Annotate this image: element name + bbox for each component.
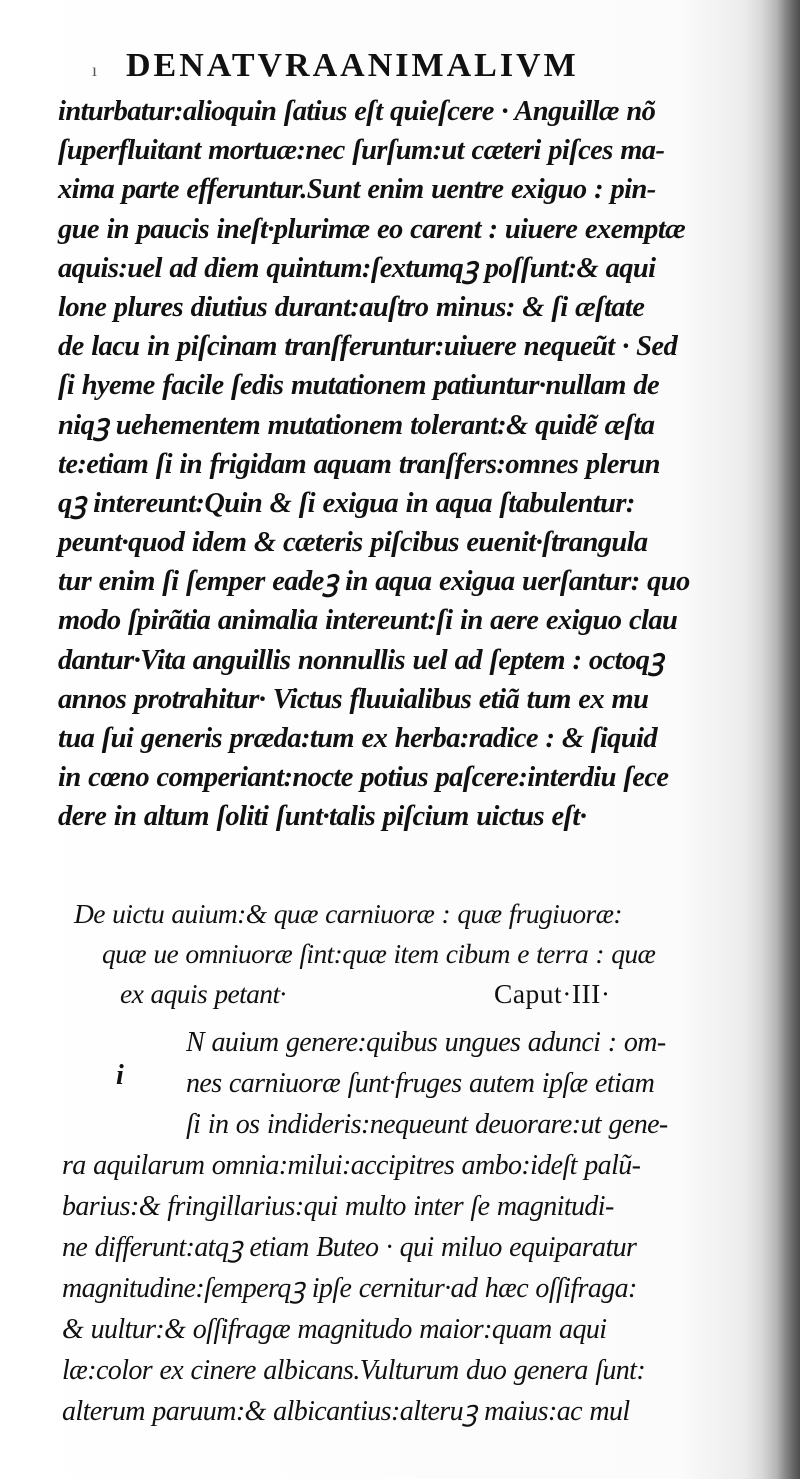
text-line: modo ſpirãtia animalia intereunt:ſi in aere exiguo clau bbox=[58, 605, 678, 637]
page-edge-shadow bbox=[762, 0, 800, 1479]
text-line: alterum paruum:& albicantius:alteruꝫ maius:ac mul bbox=[62, 1396, 630, 1427]
text-line: tur enim ſi ſemper eadeꝫ in aqua exigua uerſantur: quo bbox=[58, 566, 690, 598]
text-line: & uultur:& oſſifragæ magnitudo maior:quam aqui bbox=[62, 1314, 607, 1345]
chapter-number: Caput·III· bbox=[494, 978, 611, 1009]
text-line: niqꝫ uehementem mutationem tolerant:& quidẽ æſta bbox=[58, 409, 655, 441]
chapter-heading-line: ex aquis petant· bbox=[120, 978, 286, 1009]
chapter-heading-row bbox=[74, 974, 724, 1014]
text-line: ſi hyeme facile ſedis mutationem patiuntur·nullam de bbox=[58, 370, 660, 402]
text-line: læ:color ex cinere albicans.Vulturum duo genera ſunt: bbox=[62, 1355, 646, 1386]
text-line: ſuperfluitant mortuæ:nec ſurſum:ut cæteri piſces ma- bbox=[58, 135, 665, 167]
text-line: gue in paucis ineſt·plurimæ eo carent : uiuere exemptæ bbox=[58, 213, 686, 245]
drop-initial: i bbox=[116, 1060, 124, 1091]
text-line: peunt·quod idem & cæteris piſcibus euenit·ſtrangula bbox=[58, 527, 648, 559]
header-mark: ı bbox=[92, 60, 98, 80]
text-line: ra aquilarum omnia:milui:accipitres ambo:ideſt palũ- bbox=[62, 1150, 641, 1181]
text-line: dantur·Vita anguillis nonnullis uel ad ſeptem : octoqꝫ bbox=[58, 644, 664, 676]
chapter-heading bbox=[74, 894, 724, 1014]
text-line: lone plures diutius durant:auſtro minus: & ſi æſtate bbox=[58, 291, 645, 323]
text-line: annos protrahitur· Victus fluuialibus etiã tum ex mu bbox=[58, 683, 649, 715]
text-line: inturbatur:alioquin ſatius eſt quieſcere · Anguillæ nõ bbox=[58, 96, 656, 127]
chapter-heading-line: quæ ue omniuoræ ſint:quæ item cibum e terra : quæ bbox=[102, 938, 656, 969]
text-line: N auium genere:quibus ungues adunci : om- bbox=[186, 1027, 666, 1058]
text-line: dere in altum ſoliti ſunt·talis piſcium uictus eſt· bbox=[58, 801, 587, 833]
text-line: nes carniuoræ ſunt·fruges autem ipſæ etiam bbox=[186, 1068, 655, 1099]
text-line: ne differunt:atqꝫ etiam Buteo · qui miluo equiparatur bbox=[62, 1232, 637, 1263]
text-line: barius:& fringillarius:qui multo inter ſe magnitudi- bbox=[62, 1191, 614, 1222]
text-line: magnitudine:ſemperqꝫ ipſe cernitur·ad hæc oſſifraga: bbox=[62, 1273, 637, 1304]
text-line: xima parte efferuntur.Sunt enim uentre exiguo : pin- bbox=[58, 174, 656, 206]
text-line: te:etiam ſi in frigidam aquam tranſfers:omnes plerun bbox=[58, 448, 660, 480]
text-line: tua ſui generis præda:tum ex herba:radice : & ſiquid bbox=[58, 723, 658, 754]
running-title: DENATVRAANIMALIVM bbox=[126, 47, 579, 84]
chapter-text-block bbox=[62, 1022, 722, 1432]
text-line: in cœno comperiant:nocte potius paſcere:interdiu ſece bbox=[58, 762, 669, 794]
text-line: qꝫ intereunt:Quin & ſi exigua in aqua ſtabulentur: bbox=[58, 487, 635, 519]
text-line: ſi in os indideris:nequeunt deuorare:ut gene- bbox=[186, 1109, 668, 1140]
text-line: de lacu in piſcinam tranſferuntur:uiuere nequeũt · Sed bbox=[58, 331, 678, 363]
text-line: aquis:uel ad diem quintum:ſextumqꝫ poſſunt:& aqui bbox=[58, 252, 656, 284]
chapter-heading-line: De uictu auium:& quæ carniuoræ : quæ frugiuoræ: bbox=[74, 898, 622, 929]
body-text-block bbox=[58, 92, 718, 837]
